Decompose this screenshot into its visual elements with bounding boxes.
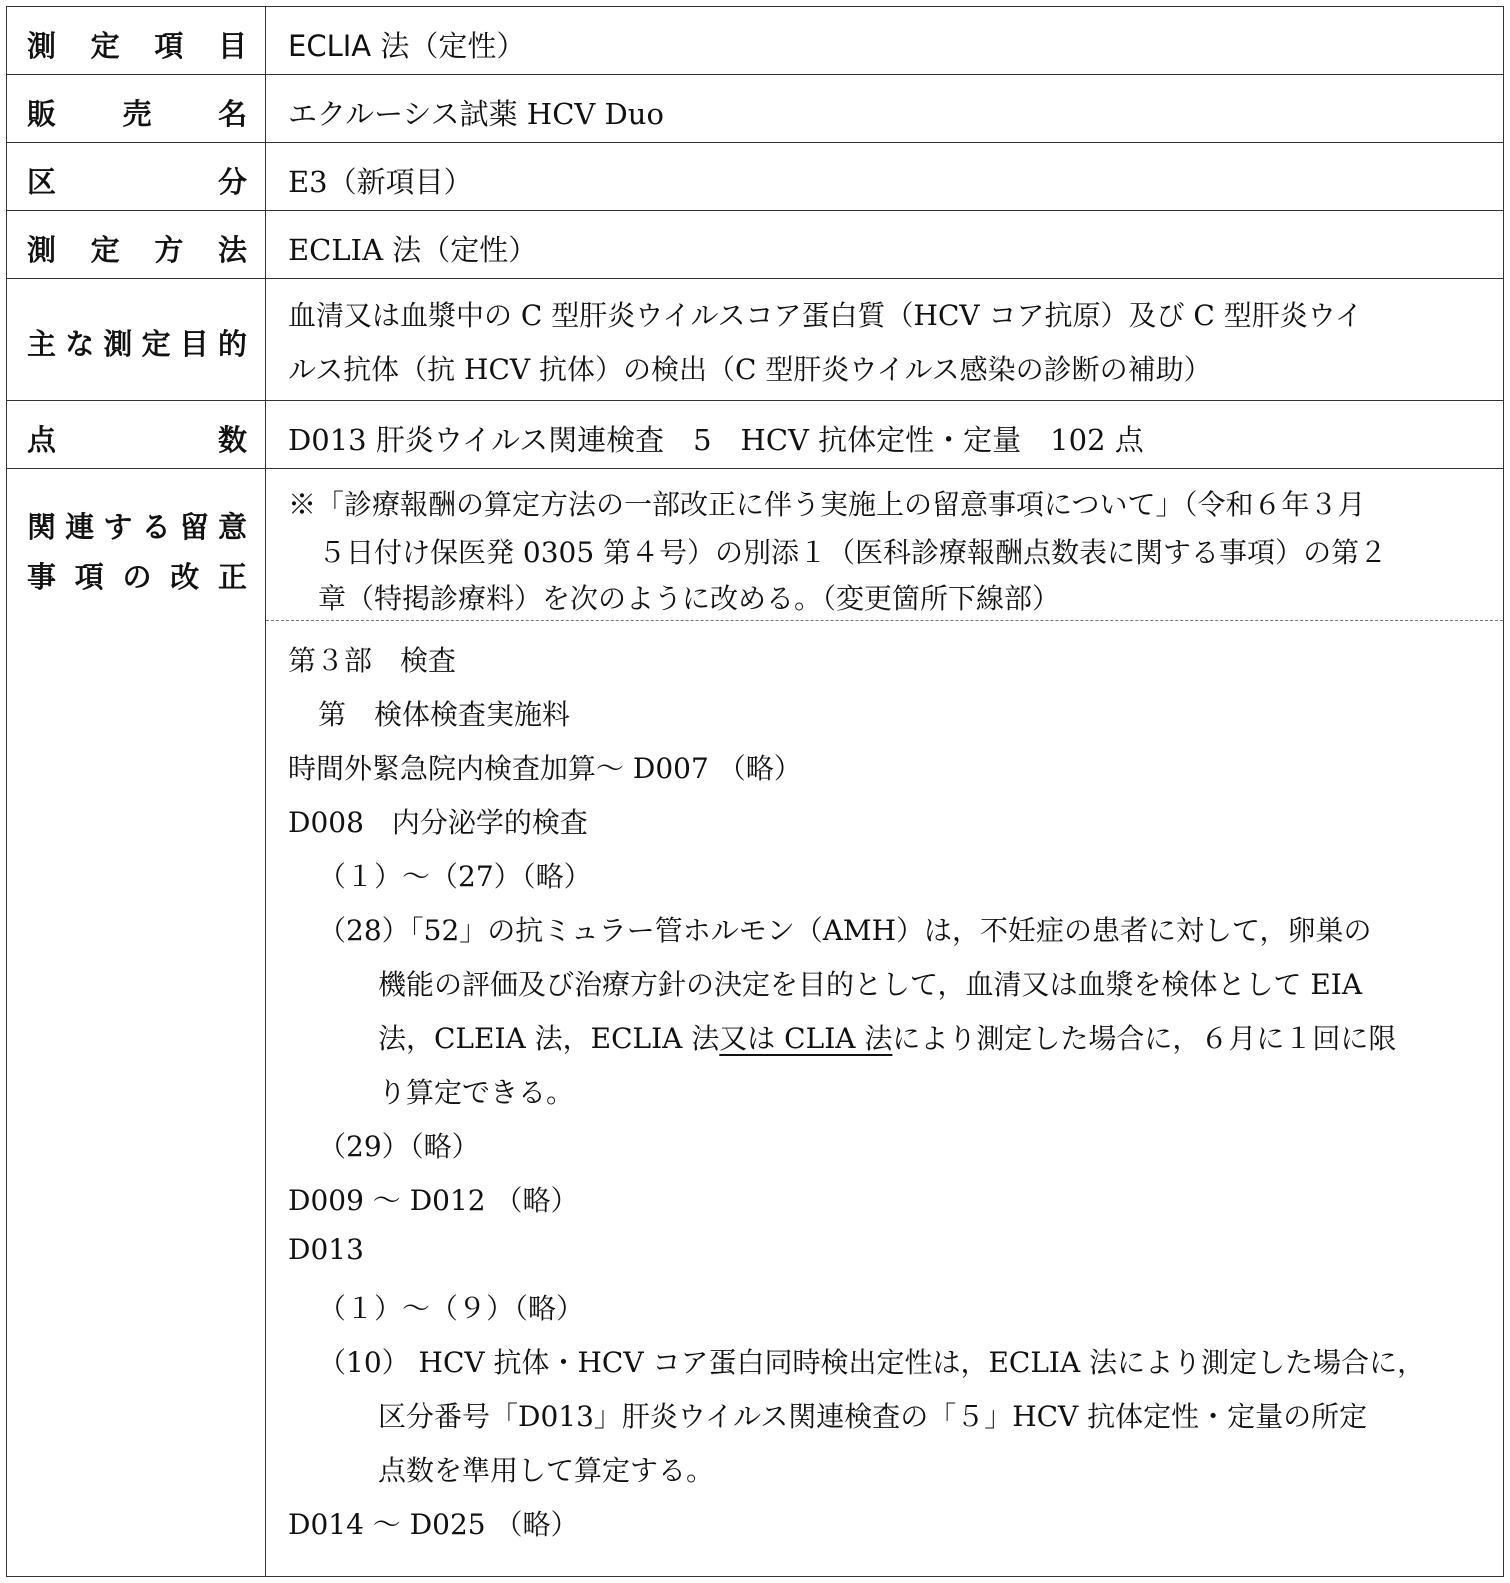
label-char: 項 (74, 560, 104, 594)
label-char: 定 (141, 327, 171, 361)
value-method (266, 211, 1503, 278)
label-char: 定 (90, 233, 120, 267)
label-related-revision (7, 469, 266, 1576)
label-char: 売 (122, 97, 152, 131)
row-product-name (7, 75, 1503, 143)
label-char: 意 (217, 510, 247, 544)
value-purpose (266, 279, 1503, 400)
note-line: 章（特掲診療料）を次のように改める。（変更箇所下線部） (318, 582, 1061, 615)
body-line: 第 検体検査実施料 (318, 698, 571, 731)
label-char: す (103, 510, 133, 544)
row-category (7, 143, 1503, 211)
label-points (7, 401, 266, 468)
body-line: 区分番号「D013」肝炎ウイルス関連検査の「５」HCV 抗体定性・定量の所定 (378, 1400, 1368, 1433)
row-related-revision (7, 469, 1503, 1576)
label-char: 法 (217, 233, 247, 267)
body-line: 機能の評価及び治療方針の決定を目的として，血清又は血漿を検体として EIA (378, 968, 1363, 1001)
text-segment: 法，CLEIA 法，ECLIA 法 (378, 1022, 720, 1055)
body-line: D014 ～ D025 （略） (288, 1508, 579, 1541)
label-char: る (141, 510, 171, 544)
body-line: （１）～（27）（略） (318, 860, 592, 893)
purpose-line: 血清又は血漿中の C 型肝炎ウイルスコア蛋白質（HCV コア抗原）及び C 型肝炎ウイ (288, 299, 1363, 332)
label-char: 項 (154, 29, 184, 63)
value-product-name (266, 75, 1503, 142)
label-char: 主 (27, 327, 57, 361)
text-segment: により測定した場合に，６月に１回に限 (892, 1022, 1397, 1055)
row-points (7, 401, 1503, 469)
label-char: 関 (27, 510, 57, 544)
label-purpose (7, 279, 266, 400)
label-char: 目 (217, 29, 247, 63)
row-measurement-item (7, 7, 1503, 75)
label-measurement-item (7, 7, 266, 74)
body-line: （29）（略） (318, 1130, 480, 1163)
body-line: （10） HCV 抗体・HCV コア蛋白同時検出定性は，ECLIA 法により測定した場合に， (318, 1346, 1426, 1379)
row-purpose (7, 279, 1503, 401)
body-line: 点数を準用して算定する。 (378, 1454, 715, 1487)
label-char: 留 (179, 510, 209, 544)
note-line: ５日付け保医発 0305 第４号）の別添１（医科診療報酬点数表に関する事項）の第２ (318, 536, 1388, 569)
revision-document-table (6, 6, 1504, 1577)
body-line: 時間外緊急院内検査加算～ D007 （略） (288, 752, 802, 785)
underlined-change: 又は CLIA 法 (719, 1022, 893, 1055)
body-line: 第３部 検査 (288, 644, 457, 677)
label-char: な (65, 327, 95, 361)
label-char: 連 (65, 510, 95, 544)
label-char: 正 (217, 560, 247, 594)
label-char: 分 (217, 165, 247, 199)
category-text: E3（新項目） (288, 165, 473, 199)
points-text: D013 肝炎ウイルス関連検査 5 HCV 抗体定性・定量 102 点 (288, 423, 1144, 457)
label-category (7, 143, 266, 210)
label-char: 定 (90, 29, 120, 63)
body-line: D013 (288, 1233, 364, 1266)
label-char: 的 (217, 327, 247, 361)
revision-note (266, 469, 1503, 621)
label-char: 数 (217, 423, 247, 457)
label-char: 測 (27, 233, 57, 267)
label-char: 測 (103, 327, 133, 361)
body-line: り算定できる。 (378, 1076, 575, 1109)
label-method (7, 211, 266, 278)
label-char: 目 (179, 327, 209, 361)
value-category (266, 143, 1503, 210)
body-line: （１）～（９）（略） (318, 1292, 585, 1325)
purpose-line: ルス抗体（抗 HCV 抗体）の検出（C 型肝炎ウイルス感染の診断の補助） (288, 353, 1212, 386)
row-method (7, 211, 1503, 279)
value-related-revision (266, 469, 1503, 1576)
body-line: D009 ～ D012 （略） (288, 1184, 579, 1217)
body-line-underlined (378, 1017, 1396, 1057)
label-product-name (7, 75, 266, 142)
body-line: （28）「52」の抗ミュラー管ホルモン（AMH）は，不妊症の患者に対して，卵巣の (318, 914, 1372, 947)
note-line: ※「診療報酬の算定方法の一部改正に伴う実施上の留意事項について」（令和６年３月 (288, 488, 1366, 521)
label-char: 名 (217, 97, 247, 131)
method-text: ECLIA 法（定性） (288, 233, 538, 267)
product-name-text: エクルーシス試薬 HCV Duo (288, 97, 664, 131)
label-char: 点 (27, 423, 57, 457)
body-line: D008 内分泌学的検査 (288, 806, 588, 839)
label-char: 販 (27, 97, 57, 131)
value-measurement-item (266, 7, 1503, 74)
measurement-item-text: ECLIA 法（定性） (288, 29, 526, 63)
label-char: 測 (27, 29, 57, 63)
label-char: の (122, 560, 152, 594)
label-char: 改 (170, 560, 200, 594)
label-char: 事 (27, 560, 57, 594)
label-char: 区 (27, 165, 57, 199)
label-char: 方 (154, 233, 184, 267)
value-points (266, 401, 1503, 468)
